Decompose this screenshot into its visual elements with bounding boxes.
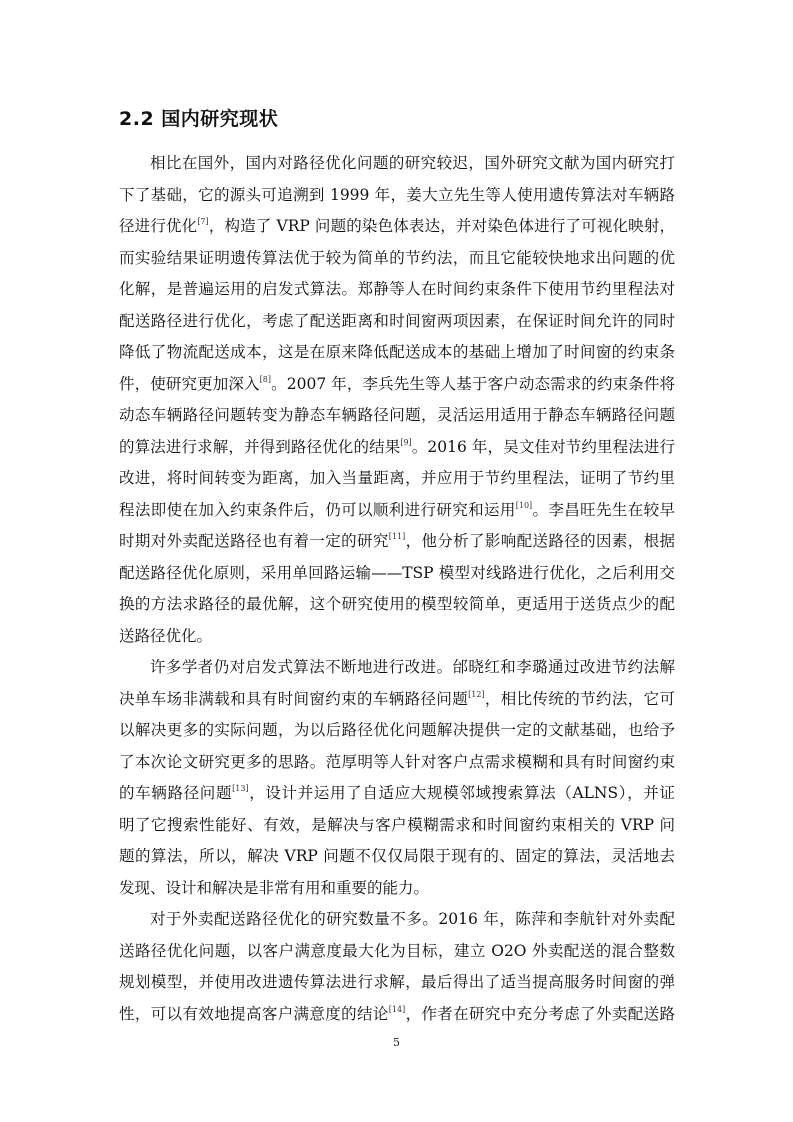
text-line xyxy=(119,526,675,558)
paragraph-heuristic-improvements xyxy=(119,652,675,904)
text-segment: 以解决更多的实际问题，为以后路径优化问题解决提供一定的文献基础，也给予 xyxy=(119,721,675,739)
text-line xyxy=(119,621,675,653)
text-segment: 相比在国外，国内对路径优化问题的研究较迟，国外研究文献为国内研究打 xyxy=(150,154,675,172)
text-line xyxy=(119,211,675,243)
text-line xyxy=(119,810,675,842)
text-segment: 程法即使在加入约束条件后，仍可以顺利进行研究和运用 xyxy=(119,500,516,519)
text-segment: 时期对外卖配送路径也有着一定的研究 xyxy=(119,532,389,550)
citation-ref: [8] xyxy=(259,374,272,384)
text-line xyxy=(119,337,675,369)
citation-ref: [13] xyxy=(232,784,249,793)
text-segment: 决单车场非满载和具有时间窗约束的车辆路径问题 xyxy=(119,689,469,708)
text-segment: 的算法进行求解，并得到路径优化的结果 xyxy=(119,437,401,456)
text-line xyxy=(119,148,675,180)
text-segment: ，设计并运用了自适应大规模邻域搜索算法（ALNS），并证 xyxy=(248,784,675,802)
text-line xyxy=(119,180,675,212)
citation-ref: [9] xyxy=(400,437,412,447)
citation-ref: [12] xyxy=(468,689,485,699)
text-segment: 发现、设计和解决是非常有用和重要的能力。 xyxy=(119,878,430,897)
text-segment: 的车辆路径问题 xyxy=(119,784,233,802)
text-line xyxy=(119,274,675,306)
text-segment: 送路径优化。 xyxy=(119,626,213,645)
text-line xyxy=(119,432,675,464)
paragraph-takeaway-delivery xyxy=(119,904,675,1030)
text-segment: ，他分析了影响配送路径的因素，根据 xyxy=(405,532,675,550)
text-segment: 许多学者仍对启发式算法不断地进行改进。邰晓红和李璐通过改进节约法解 xyxy=(150,658,675,676)
text-line xyxy=(119,306,675,338)
text-segment: 下了基础，它的源头可追溯到 1999 年，姜大立先生等人使用遗传算法对车辆路 xyxy=(119,185,675,204)
text-line xyxy=(119,873,675,905)
page-number: 5 xyxy=(393,1036,400,1049)
text-segment: 了本次论文研究更多的思路。范厚明等人针对客户点需求模糊和具有时间窗约束 xyxy=(119,752,675,771)
text-segment: 。李昌旺先生在较早 xyxy=(532,500,675,519)
text-line xyxy=(119,558,675,590)
text-segment: 化解，是普遍运用的启发式算法。郑静等人在时间约束条件下使用节约里程法对 xyxy=(119,280,675,298)
text-line xyxy=(119,778,675,810)
text-segment: ，构造了 VRP 问题的染色体表达，并对染色体进行了可视化映射， xyxy=(208,217,675,235)
text-segment: 规划模型，并使用改进遗传算法进行求解，最后得出了适当提高服务时间窗的弹 xyxy=(119,973,675,991)
text-line xyxy=(119,841,675,873)
text-line xyxy=(119,967,675,999)
text-line xyxy=(119,463,675,495)
text-segment: 件，使研究更加深入 xyxy=(119,374,260,393)
text-segment: 而实验结果证明遗传算法优于较为简单的节约法，而且它能较快地求出问题的优 xyxy=(119,248,675,267)
text-line xyxy=(119,747,675,779)
text-line xyxy=(119,999,675,1031)
citation-ref: [14] xyxy=(388,1004,406,1014)
section-heading: 2.2 国内研究现状 xyxy=(119,108,279,130)
text-line xyxy=(119,589,675,621)
text-line xyxy=(119,243,675,275)
text-segment: 。2016 年，吴文佳对节约里程法进行 xyxy=(411,437,675,456)
citation-ref: [7] xyxy=(197,217,209,226)
text-segment: 改进，将时间转变为距离，加入当量距离，并应用于节约里程法，证明了节约里 xyxy=(119,469,675,487)
text-segment: 动态车辆路径问题转变为静态车辆路径问题，灵活运用适用于静态车辆路径问题 xyxy=(119,406,675,424)
text-segment: 题的算法，所以，解决 VRP 问题不仅仅局限于现有的、固定的算法，灵活地去 xyxy=(119,847,675,865)
text-segment: 送路径优化问题，以客户满意度最大化为目标，建立 O2O 外卖配送的混合整数 xyxy=(119,941,675,960)
text-line xyxy=(119,936,675,968)
text-segment: 径进行优化 xyxy=(119,217,198,235)
text-segment: 降低了物流配送成本，这是在原来降低配送成本的基础上增加了时间窗的约束条 xyxy=(119,343,675,361)
text-line xyxy=(119,495,675,527)
text-line xyxy=(119,904,675,936)
paragraph-domestic-history xyxy=(119,148,675,652)
text-segment: 配送路径进行优化，考虑了配送距离和时间窗两项因素，在保证时间允许的同时 xyxy=(119,311,675,330)
text-segment: ，作者在研究中充分考虑了外卖配送路 xyxy=(405,1004,675,1023)
text-segment: 。2007 年，李兵先生等人基于客户动态需求的约束条件将 xyxy=(271,374,675,393)
text-segment: 明了它搜索性能好、有效，是解决与客户模糊需求和时间窗约束相关的 VRP 问 xyxy=(119,815,675,834)
text-line xyxy=(119,715,675,747)
text-segment: 配送路径优化原则，采用单回路运输——TSP 模型对线路进行优化，之后利用交 xyxy=(119,563,675,582)
text-line xyxy=(119,400,675,432)
citation-ref: [10] xyxy=(515,500,533,510)
citation-ref: [11] xyxy=(388,532,406,541)
text-line xyxy=(119,684,675,716)
text-line xyxy=(119,652,675,684)
text-segment: ，相比传统的节约法，它可 xyxy=(484,689,675,708)
text-line xyxy=(119,369,675,401)
text-segment: 性，可以有效地提高客户满意度的结论 xyxy=(119,1004,389,1023)
text-segment: 对于外卖配送路径优化的研究数量不多。2016 年，陈萍和李航针对外卖配 xyxy=(150,910,675,928)
text-segment: 换的方法求路径的最优解，这个研究使用的模型较简单，更适用于送货点少的配 xyxy=(119,595,675,613)
